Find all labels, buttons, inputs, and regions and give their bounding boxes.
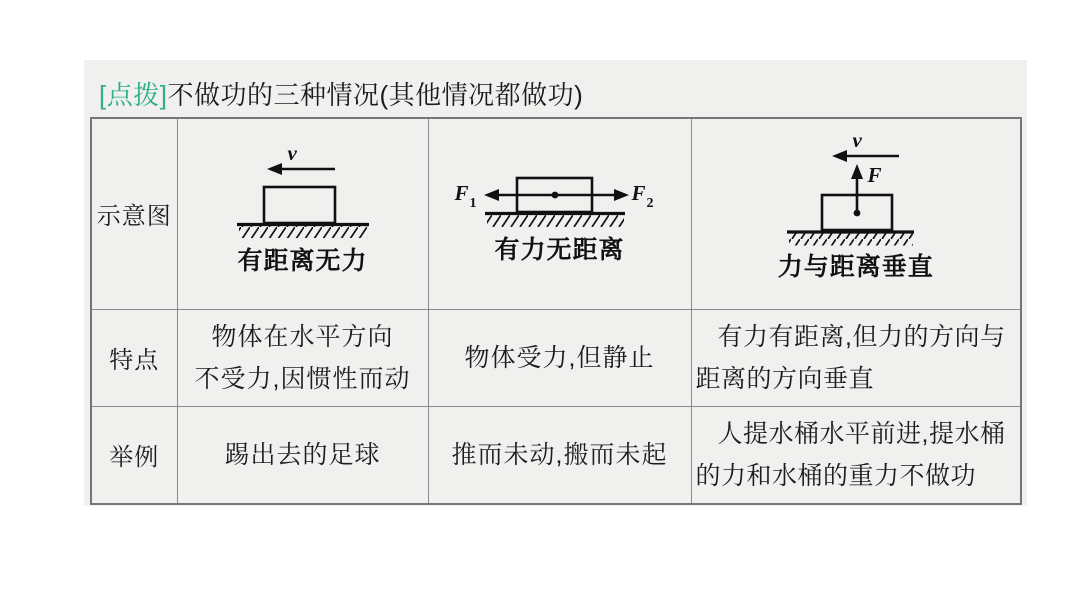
row-header-feature: 特点 — [91, 309, 177, 406]
diagram-1-caption: 有距离无力 — [237, 248, 368, 276]
feature-3-line-1: 有力有距离,但力的方向与 — [717, 322, 1006, 351]
example-2-line-1: 推而未动,搬而未起 — [451, 440, 668, 469]
slide-panel — [84, 60, 1027, 506]
example-cell-3 — [691, 406, 1021, 504]
feature-2-line-1: 物体受力,但静止 — [464, 343, 655, 372]
no-work-table — [90, 117, 1022, 505]
feature-3-line-2: 距离的方向垂直 — [695, 364, 875, 393]
force-label: F — [867, 163, 882, 188]
diagram-distance-no-force — [178, 119, 428, 308]
example-3-line-1: 人提水桶水平前进,提水桶 — [717, 419, 1006, 448]
diagram-3-caption: 力与距离垂直 — [777, 254, 934, 282]
feature-1-line-2: 不受力,因惯性而动 — [194, 364, 411, 393]
example-1-line-1: 踢出去的足球 — [224, 440, 381, 469]
feature-1-line-1: 物体在水平方向 — [211, 322, 394, 351]
title-text: 不做功的三种情况(其他情况都做功) — [167, 80, 584, 110]
diagram-cell-1 — [177, 118, 428, 309]
example-cell-1 — [177, 406, 428, 504]
diagram-cell-3 — [691, 118, 1021, 309]
velocity-label: v — [852, 128, 862, 153]
force1-label: $F_1$ — [454, 181, 477, 212]
example-3-line-2: 的力和水桶的重力不做功 — [695, 461, 977, 490]
feature-cell-1 — [177, 309, 428, 406]
velocity-label: v — [287, 141, 297, 166]
force2-label: $F_2$ — [631, 181, 654, 212]
diagram-2-caption: 有力无距离 — [494, 237, 625, 265]
diagram-force-perpendicular — [692, 119, 1021, 308]
diagram-cell-2 — [428, 118, 691, 309]
diagram-2-drawing — [429, 119, 690, 308]
example-cell-2 — [428, 406, 691, 504]
feature-cell-3 — [691, 309, 1021, 406]
row-header-example: 举例 — [91, 406, 177, 504]
title-tag: [点拨] — [99, 80, 168, 110]
row-header-diagram: 示意图 — [91, 118, 177, 309]
feature-cell-2 — [428, 309, 691, 406]
diagram-force-no-distance — [429, 119, 691, 308]
diagram-1-drawing — [178, 119, 427, 308]
slide-title — [99, 75, 583, 112]
